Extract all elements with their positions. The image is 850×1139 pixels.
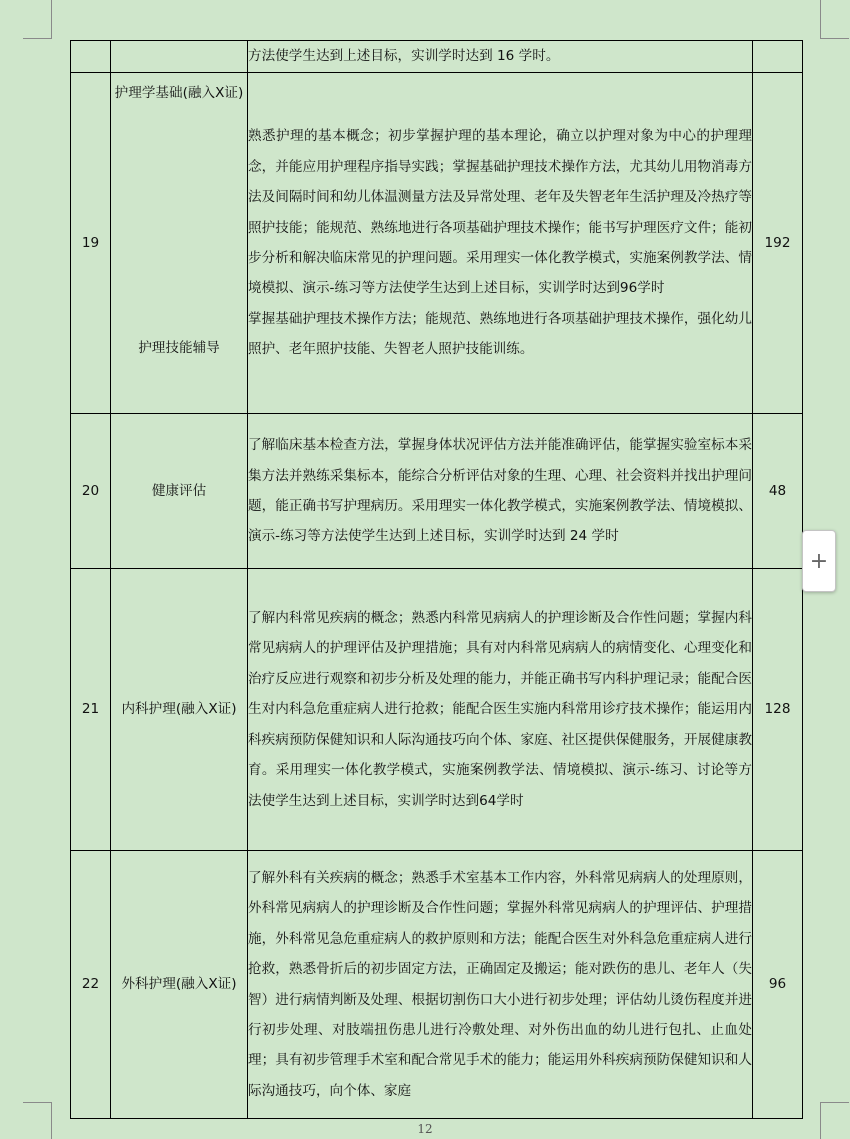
add-button[interactable]	[802, 530, 836, 592]
course-number: 22	[71, 851, 111, 1119]
course-description: 熟悉护理的基本概念；初步掌握护理的基本理论，确立以护理对象为中心的护理理念，并能应用护理程序指导实践；掌握基础护理技术操作方法，尤其幼儿用物消毒方法及间隔时间和幼儿体温测量方法及异常处理、老年及失智老年生活护理及冷热疗等照护技能；能规范、熟练地进行各项基础护理技术操作；能书写护理医疗文件；能初步分析和解决临床常见的护理问题。采用理实一体化教学模式，实施案例教学法、情境模拟、演示-练习等方法使学生达到上述目标，实训学时达到96学时	[248, 128, 752, 297]
course-name: 内科护理(融入X证)	[111, 569, 248, 851]
course-description: 方法使学生达到上述目标，实训学时达到 16 学时。	[248, 41, 753, 73]
course-number	[71, 41, 111, 73]
course-hours: 128	[753, 569, 803, 851]
course-hours: 192	[753, 73, 803, 414]
course-description: 了解内科常见疾病的概念；熟悉内科常见病病人的护理诊断及合作性问题；掌握内科常见病病人的护理评估及护理措施；具有对内科常见病病人的病情变化、心理变化和治疗反应进行观察和初步分析及处理的能力，并能正确书写内科护理记录；能配合医生对内科急危重症病人进行抢救；能配合医生实施内科常用诊疗技术操作；能运用内科疾病预防保健知识和人际沟通技巧向个体、家庭、社区提供保健服务，开展健康教育。采用理实一体化教学模式，实施案例教学法、情境模拟、演示-练习、讨论等方法使学生达到上述目标，实训学时达到64学时	[248, 569, 753, 851]
course-name-secondary: 护理技能辅导	[138, 340, 220, 356]
course-number: 19	[71, 73, 111, 414]
page-number: 12	[417, 1122, 433, 1136]
table-row	[71, 414, 803, 569]
table-row	[71, 851, 803, 1119]
course-name: 健康评估	[111, 414, 248, 569]
course-description: 了解临床基本检查方法，掌握身体状况评估方法并能准确评估，能掌握实验室标本采集方法并熟练采集标本，能综合分析评估对象的生理、心理、社会资料并找出护理问题，能正确书写护理病历。采用理实一体化教学模式，实施案例教学法、情境模拟、演示-练习等方法使学生达到上述目标，实训学时达到 24 学时	[248, 414, 753, 569]
course-hours	[753, 41, 803, 73]
crop-mark-top-left	[23, 0, 52, 39]
table-row	[71, 569, 803, 851]
course-name-cell	[111, 73, 248, 414]
course-hours: 96	[753, 851, 803, 1119]
course-description-secondary: 掌握基础护理技术操作方法；能规范、熟练地进行各项基础护理技术操作，强化幼儿照护、老年照护技能、失智老人照护技能训练。	[248, 310, 752, 358]
table-row	[71, 73, 803, 414]
curriculum-table	[70, 40, 803, 1119]
course-number: 20	[71, 414, 111, 569]
course-description-cell	[248, 73, 753, 414]
course-name: 护理学基础(融入X证)	[114, 85, 244, 101]
crop-mark-top-right	[820, 0, 849, 39]
course-name: 外科护理(融入X证)	[111, 851, 248, 1119]
table-row	[71, 41, 803, 73]
plus-icon: +	[809, 548, 829, 574]
course-description: 了解外科有关疾病的概念；熟悉手术室基本工作内容，外科常见病病人的处理原则，外科常见病病人的护理诊断及合作性问题；掌握外科常见病病人的护理评估、护理措施，外科常见急危重症病人的救护原则和方法；能配合医生对外科急危重症病人进行抢救，熟悉骨折后的初步固定方法，正确固定及搬运；能对跌伤的患儿、老年人（失智）进行病情判断及处理、根据切割伤口大小进行初步处理；评估幼儿烫伤程度并进行初步处理、对肢端扭伤患儿进行冷敷处理、对外伤出血的幼儿进行包扎、止血处理；具有初步管理手术室和配合常见手术的能力；能运用外科疾病预防保健知识和人际沟通技巧，向个体、家庭	[248, 851, 753, 1119]
course-number: 21	[71, 569, 111, 851]
course-name	[111, 41, 248, 73]
course-hours: 48	[753, 414, 803, 569]
